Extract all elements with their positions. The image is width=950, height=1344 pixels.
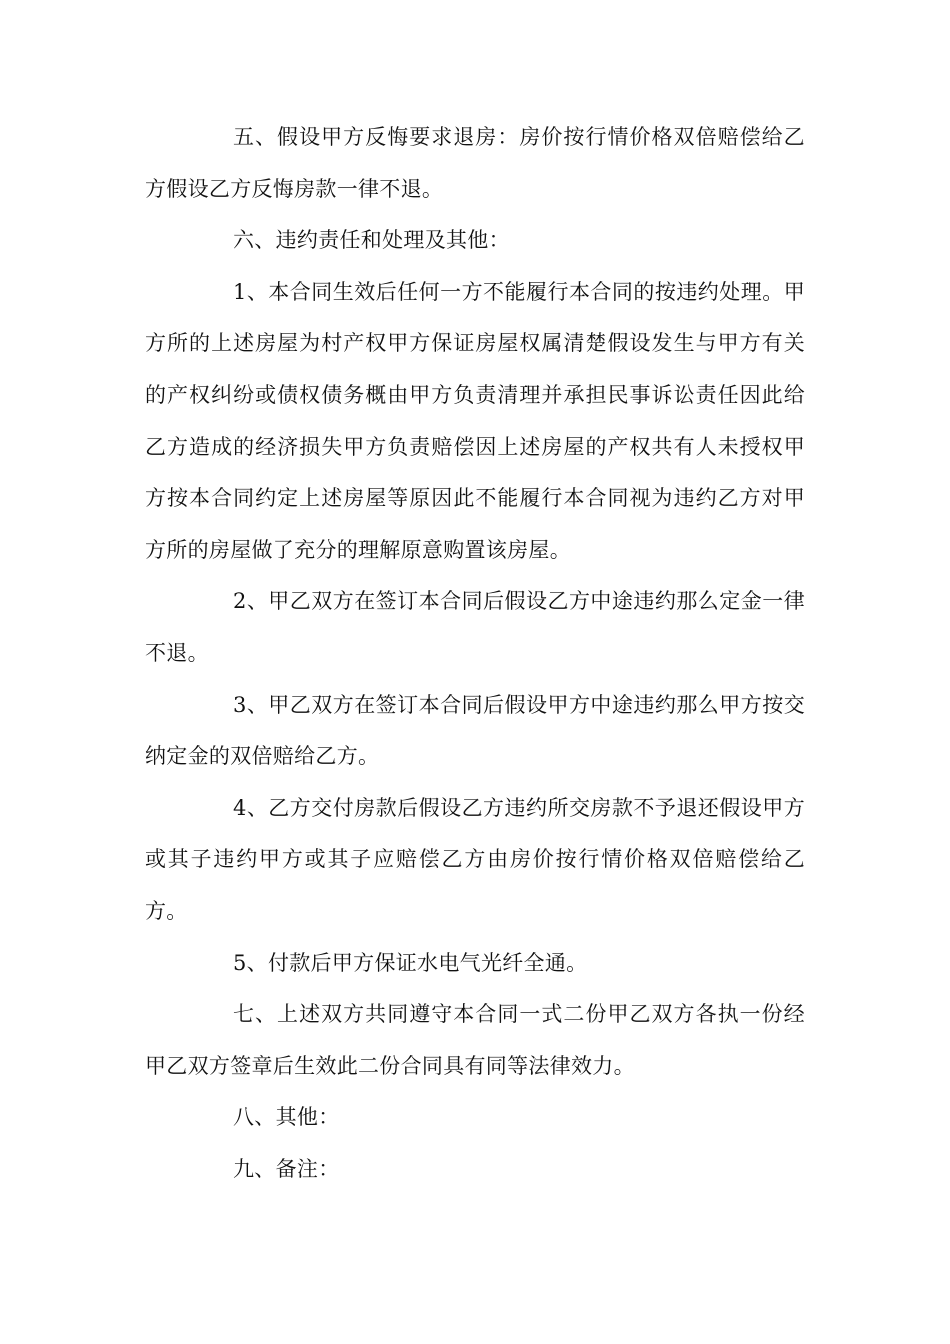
clause-six-heading: 六、违约责任和处理及其他：: [233, 228, 510, 253]
clause-nine: 九、备注：: [233, 1156, 340, 1181]
clause-six-item-2: 2、甲乙双方在签订本合同后假设乙方中途违约那么定金一律不退。: [145, 589, 805, 665]
clause-eight: 八、其他：: [233, 1105, 340, 1130]
clause-six-item-1: 1、本合同生效后任何一方不能履行本合同的按违约处理。甲方所的上述房屋为村产权甲方保证房屋权属清楚假设发生与甲方有关的产权纠纷或债权债务概由甲方负责清理并承担民事诉讼责任因此给乙方造成的经济损失甲方负责赔偿因上述房屋的产权共有人未授权甲方按本合同约定上述房屋等原因此不能履行本合同视为违约乙方对甲方所的房屋做了充分的理解原意购置该房屋。: [145, 279, 805, 562]
clause-six-item-5: 5、付款后甲方保证水电气光纤全通。: [233, 950, 588, 975]
clause-six-item-3: 3、甲乙双方在签订本合同后假设甲方中途违约那么甲方按交纳定金的双倍赔给乙方。: [145, 692, 805, 769]
clause-six-item-4: 4、乙方交付房款后假设乙方违约所交房款不予退还假设甲方或其子违约甲方或其子应赔偿乙方由房价按行情价格双倍赔偿给乙方。: [145, 795, 805, 923]
document-body: [145, 112, 805, 1195]
clause-five: 五、假设甲方反悔要求退房：房价按行情价格双倍赔偿给乙方假设乙方反悔房款一律不退。: [145, 125, 805, 201]
clause-seven: 七、上述双方共同遵守本合同一式二份甲乙双方各执一份经甲乙双方签章后生效此二份合同具有同等法律效力。: [145, 1002, 805, 1078]
